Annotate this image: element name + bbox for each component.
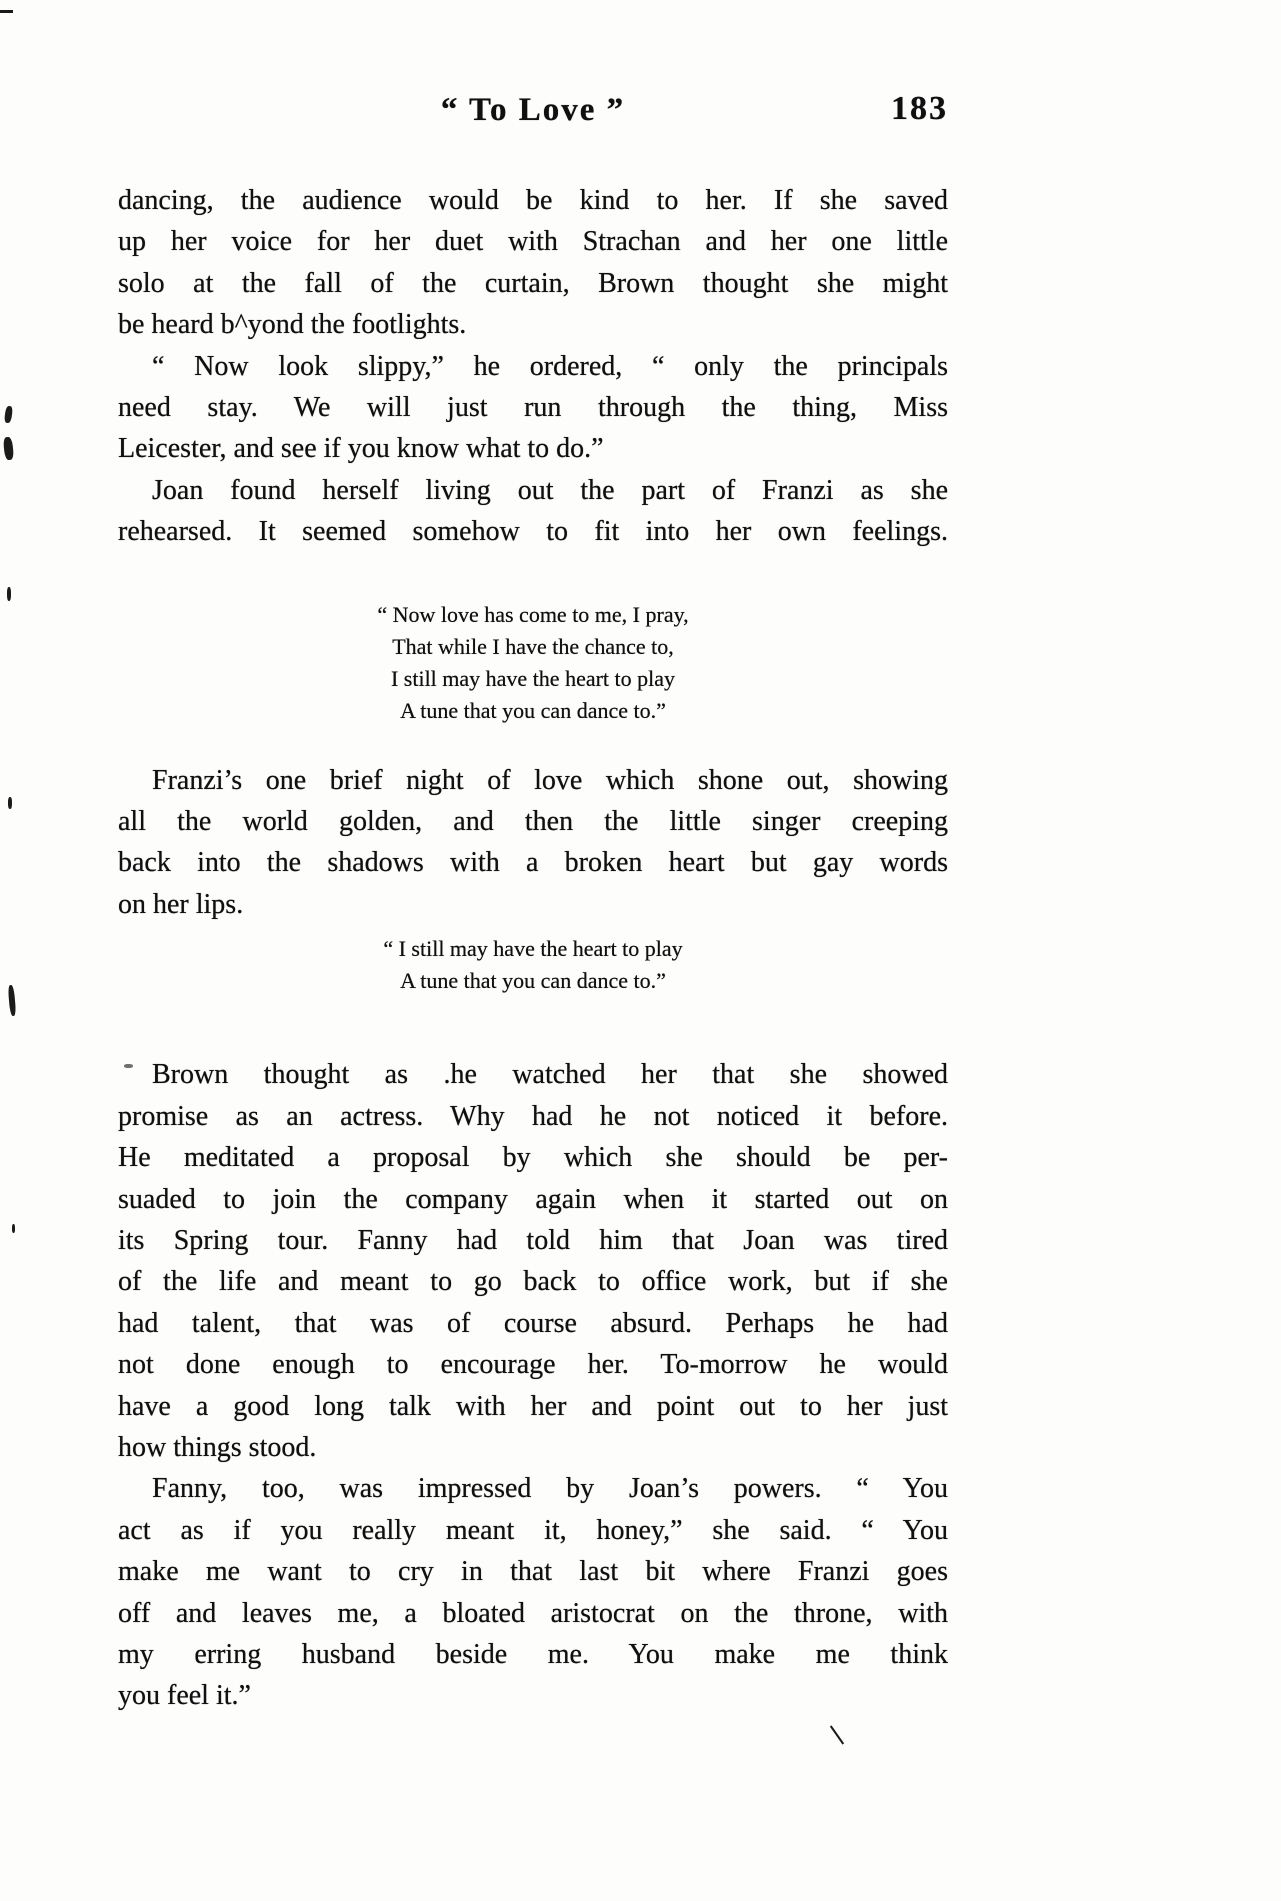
page-header <box>118 92 948 138</box>
text-line: “ Now look slippy,” he ordered, “ only the principals <box>152 350 948 382</box>
text-line: act as if you really meant it, honey,” she said. “ You <box>118 1514 948 1546</box>
text-line: He meditated a proposal by which she should be per- <box>118 1142 948 1174</box>
verse-line: A tune that you can dance to.” <box>400 968 666 994</box>
text-line: solo at the fall of the curtain, Brown thought she might <box>118 267 948 299</box>
text-line: be heard b^yond the footlights. <box>118 309 467 341</box>
paragraph <box>118 1054 948 1468</box>
text-line: off and leaves me, a bloated aristocrat on the throne, with <box>118 1597 948 1629</box>
ink-speck <box>4 406 13 424</box>
verse-line: That while I have the chance to, <box>392 633 674 659</box>
text-line: how things stood. <box>118 1431 317 1463</box>
verse-line: I still may have the heart to play <box>390 665 676 691</box>
page-number: 183 <box>891 90 948 127</box>
text-line: not done enough to encourage her. To-morrow he would <box>118 1349 948 1381</box>
verse-block <box>118 933 948 997</box>
text-line: of the life and meant to go back to office work, but if she <box>118 1266 948 1298</box>
ink-speck <box>8 985 17 1016</box>
running-title: “ To Love ” <box>440 92 626 128</box>
page-body <box>118 180 948 1717</box>
ink-speck <box>7 587 11 601</box>
ink-speck <box>8 797 12 809</box>
verse-block <box>118 599 948 727</box>
paragraph <box>118 346 948 470</box>
text-line: Joan found herself living out the part of Franzi as she <box>152 474 948 506</box>
text-line: dancing, the audience would be kind to her. If she saved <box>118 185 948 216</box>
paragraph <box>118 470 948 553</box>
ink-speck <box>12 1224 15 1233</box>
ink-speck <box>3 437 14 461</box>
text-line: rehearsed. It seemed somehow to fit into her own feelings. <box>118 516 948 548</box>
text-line: its Spring tour. Fanny had told him that Joan was tired <box>118 1224 948 1256</box>
text-line: had talent, that was of course absurd. Perhaps he had <box>118 1307 948 1339</box>
paragraph <box>118 760 948 926</box>
text-line: suaded to join the company again when it started out on <box>118 1183 948 1215</box>
text-line: you feel it.” <box>118 1680 251 1712</box>
text-line: need stay. We will just run through the thing, Miss <box>118 392 948 424</box>
text-line: up her voice for her duet with Strachan and her one little <box>118 226 948 258</box>
paragraph <box>118 1468 948 1716</box>
text-line: promise as an actress. Why had he not noticed it before. <box>118 1100 948 1132</box>
text-line: all the world golden, and then the little singer creeping <box>118 806 948 838</box>
text-line: Brown thought as .he watched her that she showed <box>152 1059 948 1091</box>
text-line: Leicester, and see if you know what to do.” <box>118 433 604 465</box>
paragraph <box>118 180 948 346</box>
ink-speck <box>830 1725 844 1744</box>
text-line: my erring husband beside me. You make me think <box>118 1638 948 1670</box>
verse-line: A tune that you can dance to.” <box>400 697 666 723</box>
text-line: make me want to cry in that last bit where Franzi goes <box>118 1556 948 1588</box>
verse-line: “ Now love has come to me, I pray, <box>377 601 689 627</box>
text-line: Fanny, too, was impressed by Joan’s powers. “ You <box>152 1473 948 1505</box>
text-line: Franzi’s one brief night of love which shone out, showing <box>152 764 948 796</box>
text-line: on her lips. <box>118 888 244 920</box>
text-line: have a good long talk with her and point out to her just <box>118 1390 948 1422</box>
verse-line: “ I still may have the heart to play <box>383 936 683 962</box>
text-line: back into the shadows with a broken heart but gay words <box>118 847 948 879</box>
ink-speck <box>0 10 13 13</box>
